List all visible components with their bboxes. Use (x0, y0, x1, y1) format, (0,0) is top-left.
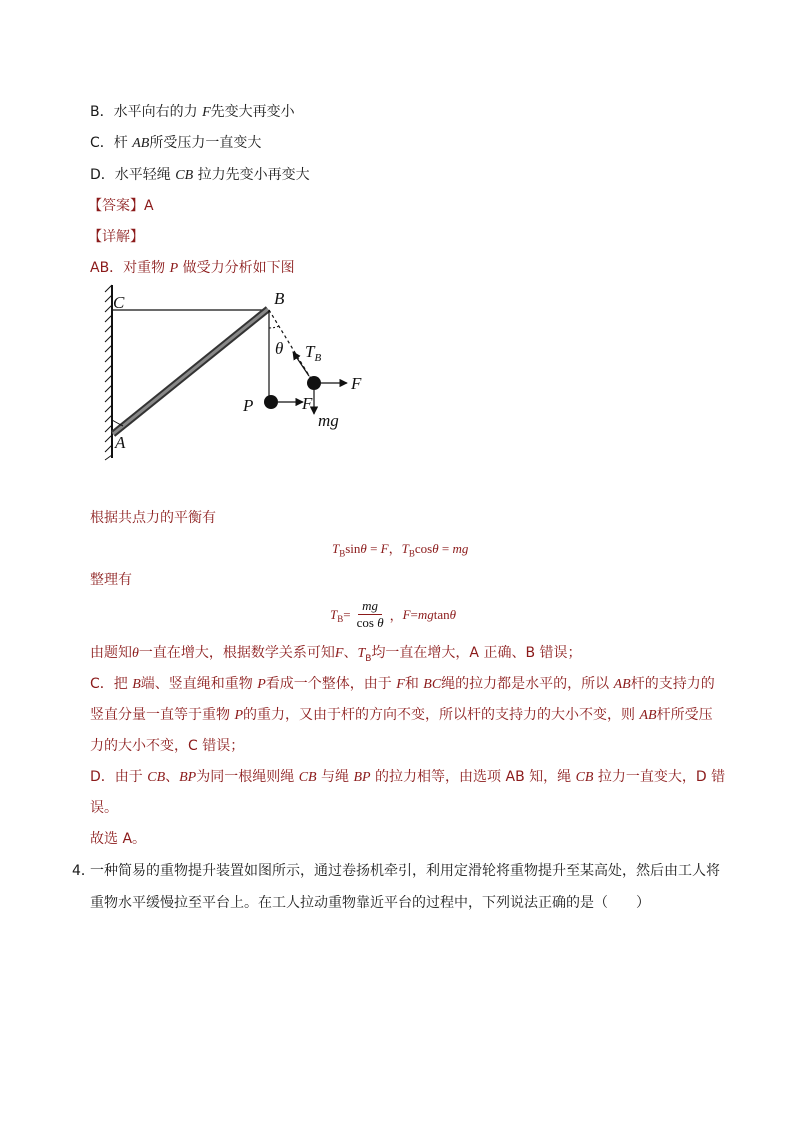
answer-line (88, 195, 154, 215)
answer-tag: 【答案】 (88, 198, 144, 214)
var-f: F (202, 105, 211, 120)
explanation-line-1: 由题知θ一直在增大，根据数学关系可知F、$T_B$均一直在增大，A 正确、B 错误； (90, 645, 582, 664)
question-4-line-2: 重物水平缓慢拉至平台上。在工人拉动重物靠近平台的过程中，下列说法正确的是（ ） (90, 895, 650, 911)
fraction: $\frac{mg}{\text{cos θ}}$ (356, 598, 384, 630)
force-diagram (95, 280, 385, 465)
theta-arc (269, 326, 279, 328)
arrange-text: 整理有 (90, 572, 132, 588)
explanation-line-5: D．由于 CB、BP为同一根绳则绳 CB 与绳 BP 的拉力相等，由选项 AB 知，绳 CB 拉力一直变大，D 错 (90, 769, 726, 785)
label-tb: $T_B$ (305, 342, 322, 364)
choose-line: 故选 A。 (90, 831, 147, 847)
question-4-number: 4． (72, 863, 95, 879)
option-b: B．水平向右的力 F先变大再变小 (90, 104, 295, 120)
equation-2: T B = $\frac{mg}{\text{cos θ}}$ ， F = mg tan θ (330, 598, 457, 630)
label-c: C (113, 293, 125, 312)
ab-analysis-line: AB．对重物 P 做受力分析如下图 (90, 260, 295, 276)
label-b: B (274, 289, 285, 308)
equation-1: $T_B\sin\theta = F$，$T_B\cos\theta$ = mg (332, 541, 469, 559)
option-d: D．水平轻绳 CB 拉力先变小再变大 (90, 167, 310, 183)
wall (105, 285, 112, 460)
explanation-tag: 【详解】 (88, 229, 144, 245)
label-mg: mg (318, 411, 339, 430)
displaced-mass (307, 376, 321, 390)
label-f-at-p: F (302, 394, 313, 413)
option-c: C．杆 AB所受压力一直变大 (90, 135, 262, 151)
label-theta: θ (275, 339, 284, 358)
balance-text: 根据共点力的平衡有 (90, 510, 216, 526)
answer-value: A (144, 198, 154, 214)
label-f-right: F (351, 374, 362, 393)
question-4-line-1: 一种简易的重物提升装置如图所示，通过卷扬机牵引，利用定滑轮将重物提升至某高处，然后由工人将 (90, 863, 720, 879)
explanation-line-2: C．把 B端、竖直绳和重物 P看成一个整体，由于 F和 BC绳的拉力都是水平的，所以 AB杆的支持力的 (90, 676, 715, 692)
var-ab: AB (132, 136, 150, 151)
explanation-line-3: 竖直分量一直等于重物 P的重力，又由于杆的方向不变，所以杆的支持力的大小不变，则 AB杆所受压 (90, 707, 713, 723)
mass-p (264, 395, 278, 409)
explanation-line-6: 误。 (90, 800, 118, 816)
label-a: A (115, 433, 126, 452)
label-p: P (243, 396, 254, 415)
explanation-line-4: 力的大小不变，C 错误； (90, 738, 245, 754)
var-cb: CB (175, 168, 194, 183)
